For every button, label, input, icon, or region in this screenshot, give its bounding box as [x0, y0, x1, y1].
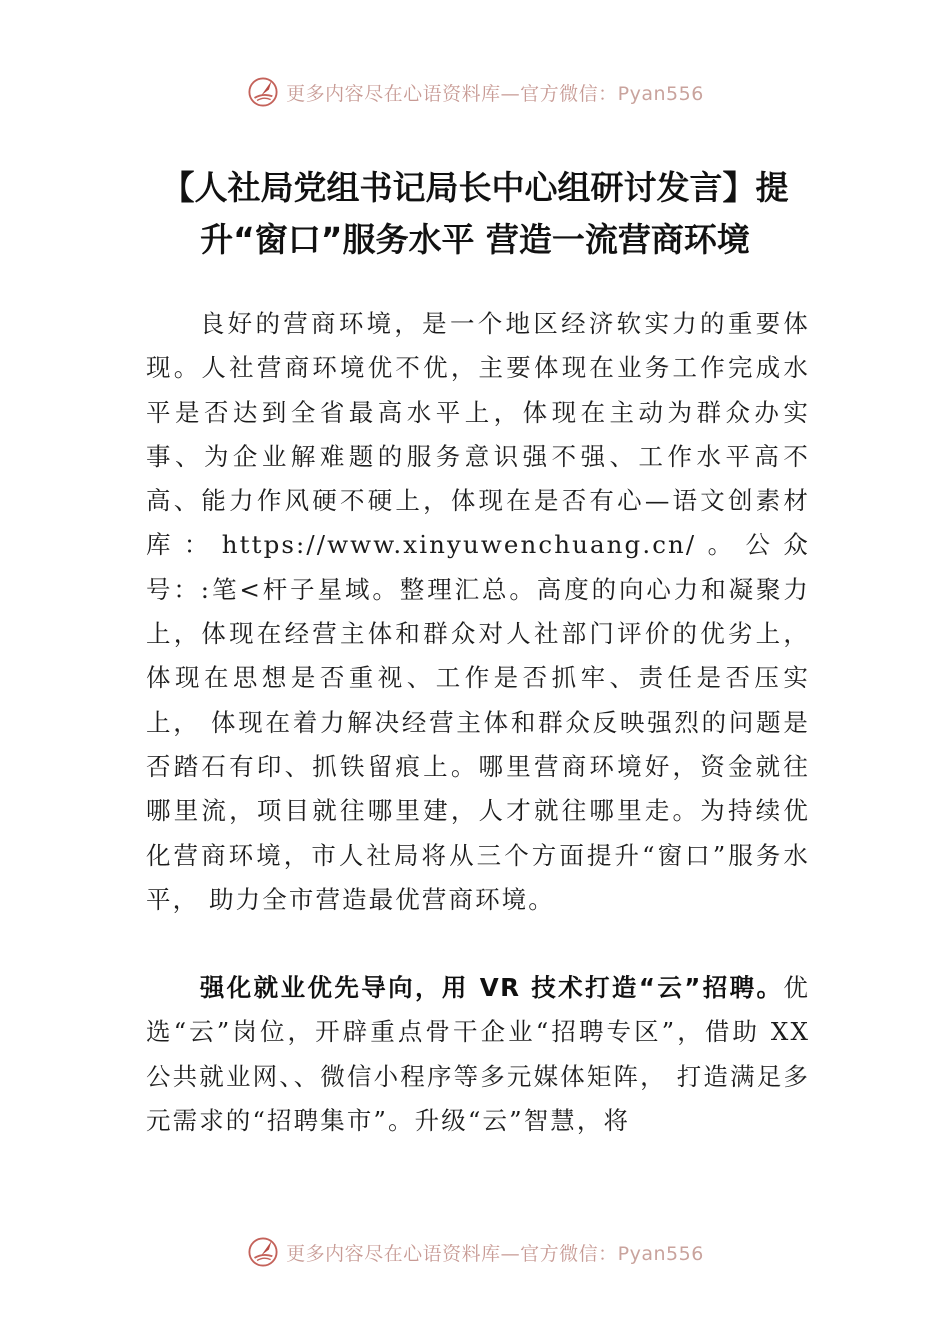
watermark-text: 更多内容尽在心语资料库—官方微信：	[286, 82, 618, 105]
quill-book-logo-icon	[246, 1235, 280, 1269]
watermark-wechat-id: Pyan556	[617, 82, 704, 105]
watermark-text: 更多内容尽在心语资料库—官方微信：	[286, 1242, 618, 1265]
paragraph-lead-heading: 强化就业优先导向，用 VR 技术打造“云”招聘。	[199, 973, 784, 1003]
body-paragraph-2	[146, 966, 810, 1143]
watermark-wechat-id: Pyan556	[617, 1242, 704, 1265]
header-watermark	[0, 72, 950, 112]
document-title: 【人社局党组书记局长中心组研讨发言】提升“窗口”服务水平 营造一流营商环境	[161, 168, 789, 259]
paragraph-text: 优选“云”岗位，开辟重点骨干企业“招聘专区”，借助 XX 公共就业网、、微信小程序等多元媒体矩阵， 打造满足多元需求的“招聘集市”。升级“云”智慧，将	[146, 973, 810, 1136]
quill-book-logo-icon	[246, 75, 280, 109]
document-body	[146, 302, 810, 1143]
paragraph-text: 良好的营商环境，是一个地区经济软实力的重要体现。人社营商环境优不优，主要体现在业务工作完成水平是否达到全省最高水平上，体现在主动为群众办实事、为企业解难题的服务意识强不强、工作水平高不高、能力作风硬不硬上，体现在是否有心—语文创素材库：https://www.xinyuwenchuang.cn/。公众号：:笔<杆子星域。整理汇总。高度的向心力和凝聚力上，体现在经营主体和群众对人社部门评价的优劣上， 体现在思想是否重视、工作是否抓牢、责任是否压实上， 体现在着力解决经营主体和群众反映强烈的问题是否踏石有印、抓铁留痕上。哪里营商环境好，资金就往哪里流，项目就往哪里建，人才就往哪里走。为持续优化营商环境，市人社局将从三个方面提升“窗口”服务水平， 助力全市营造最优营商环境。	[146, 309, 810, 914]
footer-watermark	[0, 1232, 950, 1272]
body-paragraph-1	[146, 302, 810, 922]
